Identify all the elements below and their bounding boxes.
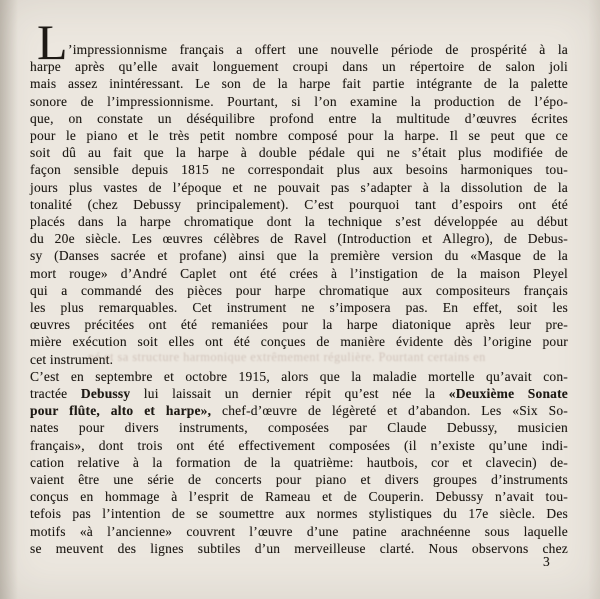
show-through-text: né et sa structure harmonique extrêmement régulière. Pourtant certains en	[88, 350, 486, 364]
text-line	[30, 230, 568, 247]
text-line	[30, 247, 568, 264]
text-segment: cet instrument.	[30, 351, 114, 367]
text-segment: que, on constate un déséquilibre profond entre la multitude d’œuvres écrites	[30, 110, 568, 126]
text-segment: français», dont trois ont été effectivement composées (il n’existe qu’une indi-	[30, 437, 568, 453]
text-line	[30, 213, 568, 230]
text-line	[30, 144, 568, 161]
text-line	[30, 265, 568, 282]
text-block	[30, 41, 568, 557]
text-segment: se meuvent des lignes subtiles d’un merveilleuse clarté. Nous observons chez	[30, 540, 568, 556]
text-segment: du 20e siècle. Les œuvres célèbres de Ravel (Introduction et Allegro), de Debus-	[30, 231, 568, 247]
text-line	[30, 316, 568, 333]
text-line	[30, 282, 568, 299]
text-line	[30, 454, 568, 471]
text-segment: mière exécution soit elles ont été conçues de manière évidente dès l’origine pour	[30, 334, 568, 350]
text-line	[30, 161, 568, 178]
text-line	[30, 333, 568, 350]
text-line	[30, 368, 568, 385]
text-line	[30, 540, 568, 557]
bold-text: «Deuxième Sonate	[448, 386, 568, 402]
page-right-edge-shadow	[588, 0, 600, 599]
text-segment: tonalité (chez Debussy principalement). C’est pourquoi tant d’espoirs ont été	[30, 196, 568, 212]
text-segment: tefois pas l’intention de se soumettre aux normes stylistiques du 17e siècle. Des	[30, 506, 568, 522]
drop-cap: L	[37, 14, 68, 70]
text-segment: qui a commandé des pièces pour harpe chromatique aux compositeurs français	[30, 282, 568, 298]
text-line	[30, 385, 568, 402]
text-segment: ’impressionnisme français a offert une nouvelle période de prospérité à la	[68, 42, 568, 57]
text-line	[30, 471, 568, 488]
text-segment: conçus en hommage à l’esprit de Rameau et de Couperin. Debussy n’avait tou-	[30, 489, 568, 505]
text-line	[30, 58, 568, 75]
text-segment: mort rouge» d’André Caplet ont été crées à l’instigation de la maison Pleyel	[30, 265, 568, 281]
text-segment: harpe après qu’elle avait longuement croupi dans un répertoire de salon joli	[30, 59, 568, 75]
bold-text: pour flûte, alto et harpe»,	[30, 403, 212, 419]
text-segment: cation relative à la formation de la quatrième: hautbois, cor et clavecin) de-	[30, 454, 568, 470]
text-segment: chef-d’œuvre de légèreté et d’abandon. Les «Six So-	[211, 403, 568, 419]
text-line	[30, 505, 568, 522]
page-number: 3	[543, 554, 550, 569]
text-segment: sy (Danses sacrée et profane) ainsi que la première version du «Masque de la	[30, 248, 568, 264]
text-line	[30, 93, 568, 110]
text-line	[30, 419, 568, 436]
text-line	[30, 41, 568, 58]
text-line	[30, 179, 568, 196]
text-segment: façon sensible depuis 1815 ne correspondait plus aux besoins harmoniques tou-	[30, 162, 568, 178]
text-segment: œuvres précitées ont été remaniées pour la harpe diatonique après leur pre-	[30, 317, 568, 333]
text-line	[30, 437, 568, 454]
text-segment: tractée	[30, 386, 81, 402]
text-segment: les plus remarquables. Cet instrument ne s’imposera pas. En effet, soit les	[30, 300, 568, 316]
text-line	[30, 488, 568, 505]
text-line	[30, 299, 568, 316]
text-segment: motifs «à l’ancienne» couvrent l’œuvre d’une patine arachnéenne sous laquelle	[30, 523, 568, 539]
text-segment: placés dans la harpe chromatique dont la technique s’est développée au début	[30, 214, 568, 230]
text-segment: jours plus vastes de l’époque et ne pouvait pas s’adapter à la dissolution de la	[30, 179, 568, 195]
text-line	[30, 351, 568, 368]
text-segment: lui laissait un dernier répit qu’est née la	[130, 386, 449, 402]
text-segment: sonore de l’impressionnisme. Pourtant, si l’on examine la production de l’épo-	[30, 93, 568, 109]
text-segment: mais assez inintéressant. Le son de la harpe fait partie intégrante de la palette	[30, 76, 568, 92]
text-segment: nates pour divers instruments, composées par Claude Debussy, musicien	[30, 420, 568, 436]
text-segment: C’est en septembre et octobre 1915, alors que la maladie mortelle qu’avait con-	[30, 368, 568, 384]
text-line	[30, 110, 568, 127]
text-line	[30, 127, 568, 144]
bold-text: Debussy	[80, 386, 131, 402]
text-line	[30, 402, 568, 419]
text-segment: pour le piano et le très petit nombre composé pour la harpe. Il se peut que ce	[30, 128, 568, 144]
text-line	[30, 75, 568, 92]
text-segment: soit dû au fait que la harpe à double pédale qui ne s’était plus modifiée de	[30, 145, 568, 161]
text-line	[30, 196, 568, 213]
text-segment: vaient être une série de concerts pour piano et divers groupes d’instruments	[30, 472, 568, 488]
page-left-edge-shadow	[0, 0, 18, 599]
text-line	[30, 523, 568, 540]
